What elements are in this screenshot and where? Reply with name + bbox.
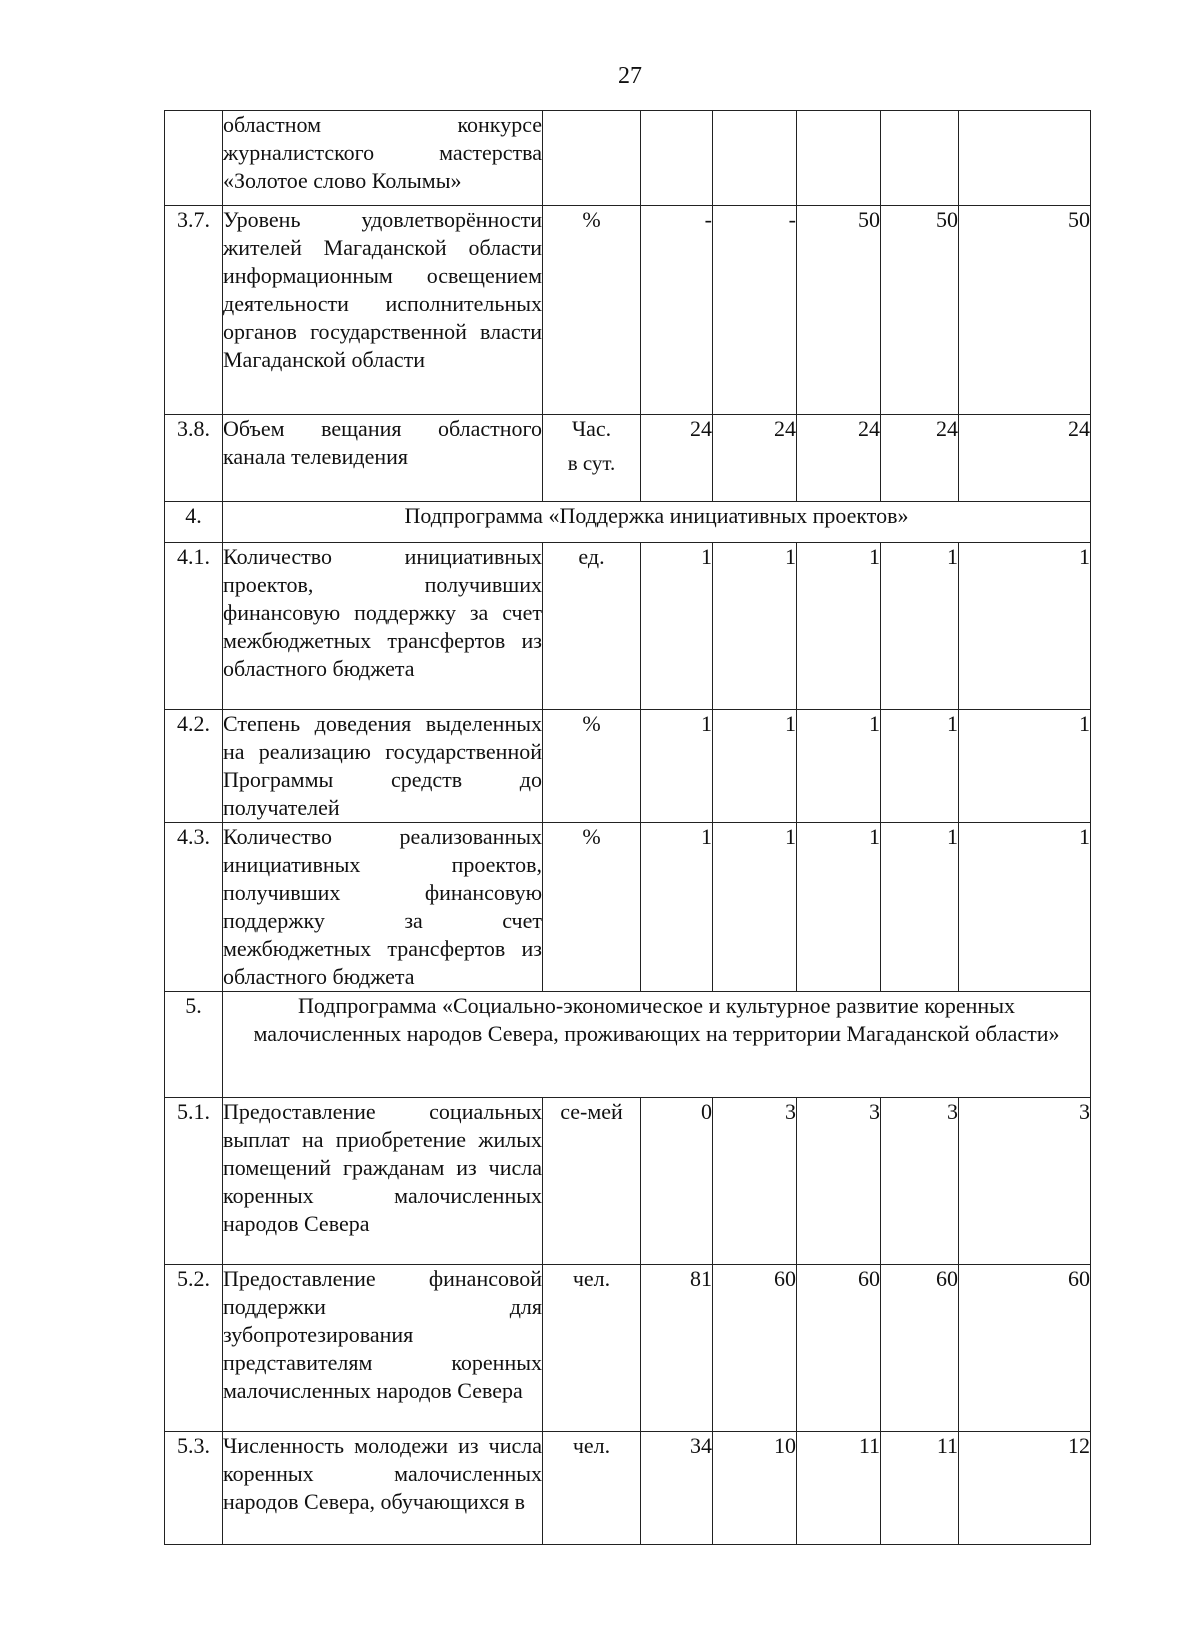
- value: 24: [881, 415, 959, 502]
- table-row: [165, 823, 1091, 992]
- value: 1: [641, 543, 713, 710]
- value: 1: [959, 823, 1091, 992]
- indicator-name: Количество реализованных инициативных проектов, получивших финансовую поддержку за счет межбюджетных трансфертов из областного бюджета: [223, 823, 543, 992]
- row-number: 5.1.: [165, 1098, 223, 1265]
- unit: [543, 111, 641, 206]
- indicator-name: Количество инициативных проектов, получивших финансовую поддержку за счет межбюджетных трансфертов из областного бюджета: [223, 543, 543, 710]
- table-row: [165, 1432, 1091, 1545]
- subprogram-row: [165, 992, 1091, 1098]
- value: [797, 111, 881, 206]
- table-row: [165, 543, 1091, 710]
- unit: чел.: [543, 1432, 641, 1545]
- row-number: 3.7.: [165, 206, 223, 415]
- value: 1: [881, 543, 959, 710]
- subprogram-row: [165, 502, 1091, 543]
- value: 11: [881, 1432, 959, 1545]
- value: 34: [641, 1432, 713, 1545]
- value: 12: [959, 1432, 1091, 1545]
- value: 11: [797, 1432, 881, 1545]
- value: [713, 111, 797, 206]
- table-row: [165, 1098, 1091, 1265]
- value: [959, 111, 1091, 206]
- value: 3: [713, 1098, 797, 1265]
- table-row: [165, 1265, 1091, 1432]
- table-row: [165, 206, 1091, 415]
- row-number: 5.2.: [165, 1265, 223, 1432]
- value: 24: [959, 415, 1091, 502]
- unit: %: [543, 710, 641, 823]
- subprogram-title: Подпрограмма «Социально-экономическое и культурное развитие коренных малочисленных народов Севера, проживающих на территории Магаданской области»: [223, 992, 1091, 1098]
- value: 50: [881, 206, 959, 415]
- value: 1: [641, 823, 713, 992]
- value: 1: [713, 543, 797, 710]
- subprogram-title: Подпрограмма «Поддержка инициативных проектов»: [223, 502, 1091, 543]
- value: 24: [641, 415, 713, 502]
- value: 1: [881, 710, 959, 823]
- table-row: [165, 111, 1091, 206]
- row-number: [165, 111, 223, 206]
- unit: се-мей: [543, 1098, 641, 1265]
- value: 1: [797, 543, 881, 710]
- unit: %: [543, 206, 641, 415]
- unit: чел.: [543, 1265, 641, 1432]
- value: 24: [713, 415, 797, 502]
- value: 1: [959, 710, 1091, 823]
- value: 1: [881, 823, 959, 992]
- value: -: [713, 206, 797, 415]
- row-number: 4.2.: [165, 710, 223, 823]
- row-number: 5.: [165, 992, 223, 1098]
- value: 0: [641, 1098, 713, 1265]
- value: [881, 111, 959, 206]
- value: 3: [881, 1098, 959, 1265]
- indicator-name: Численность молодежи из числа коренных малочисленных народов Севера, обучающихся в: [223, 1432, 543, 1545]
- value: 3: [959, 1098, 1091, 1265]
- value: 1: [713, 823, 797, 992]
- indicator-name: Уровень удовлетворённости жителей Магаданской области информационным освещением деятельности исполнительных органов государственной власти Магаданской области: [223, 206, 543, 415]
- indicator-name: Степень доведения выделенных на реализацию государственной Программы средств до получателей: [223, 710, 543, 823]
- value: 60: [959, 1265, 1091, 1432]
- unit: Час. в сут.: [543, 415, 641, 502]
- row-number: 5.3.: [165, 1432, 223, 1545]
- indicator-name: Предоставление финансовой поддержки для зубопротезирования представителям коренных малочисленных народов Севера: [223, 1265, 543, 1432]
- unit: ед.: [543, 543, 641, 710]
- value: 1: [797, 823, 881, 992]
- row-number: 4.: [165, 502, 223, 543]
- value: 50: [959, 206, 1091, 415]
- row-number: 4.1.: [165, 543, 223, 710]
- table-row: [165, 710, 1091, 823]
- value: 60: [797, 1265, 881, 1432]
- indicator-name: Объем вещания областного канала телевидения: [223, 415, 543, 502]
- indicators-table: [164, 110, 1091, 1545]
- value: 10: [713, 1432, 797, 1545]
- value: [641, 111, 713, 206]
- table-row: [165, 415, 1091, 502]
- value: 1: [959, 543, 1091, 710]
- page-number: 27: [618, 63, 642, 89]
- value: 24: [797, 415, 881, 502]
- indicator-name: областном конкурсе журналистского мастерства «Золотое слово Колымы»: [223, 111, 543, 206]
- value: 81: [641, 1265, 713, 1432]
- value: 60: [713, 1265, 797, 1432]
- indicator-name: Предоставление социальных выплат на приобретение жилых помещений гражданам из числа коренных малочисленных народов Севера: [223, 1098, 543, 1265]
- value: 1: [797, 710, 881, 823]
- unit: %: [543, 823, 641, 992]
- value: 1: [641, 710, 713, 823]
- row-number: 3.8.: [165, 415, 223, 502]
- value: 50: [797, 206, 881, 415]
- value: 1: [713, 710, 797, 823]
- value: 3: [797, 1098, 881, 1265]
- value: 60: [881, 1265, 959, 1432]
- value: -: [641, 206, 713, 415]
- row-number: 4.3.: [165, 823, 223, 992]
